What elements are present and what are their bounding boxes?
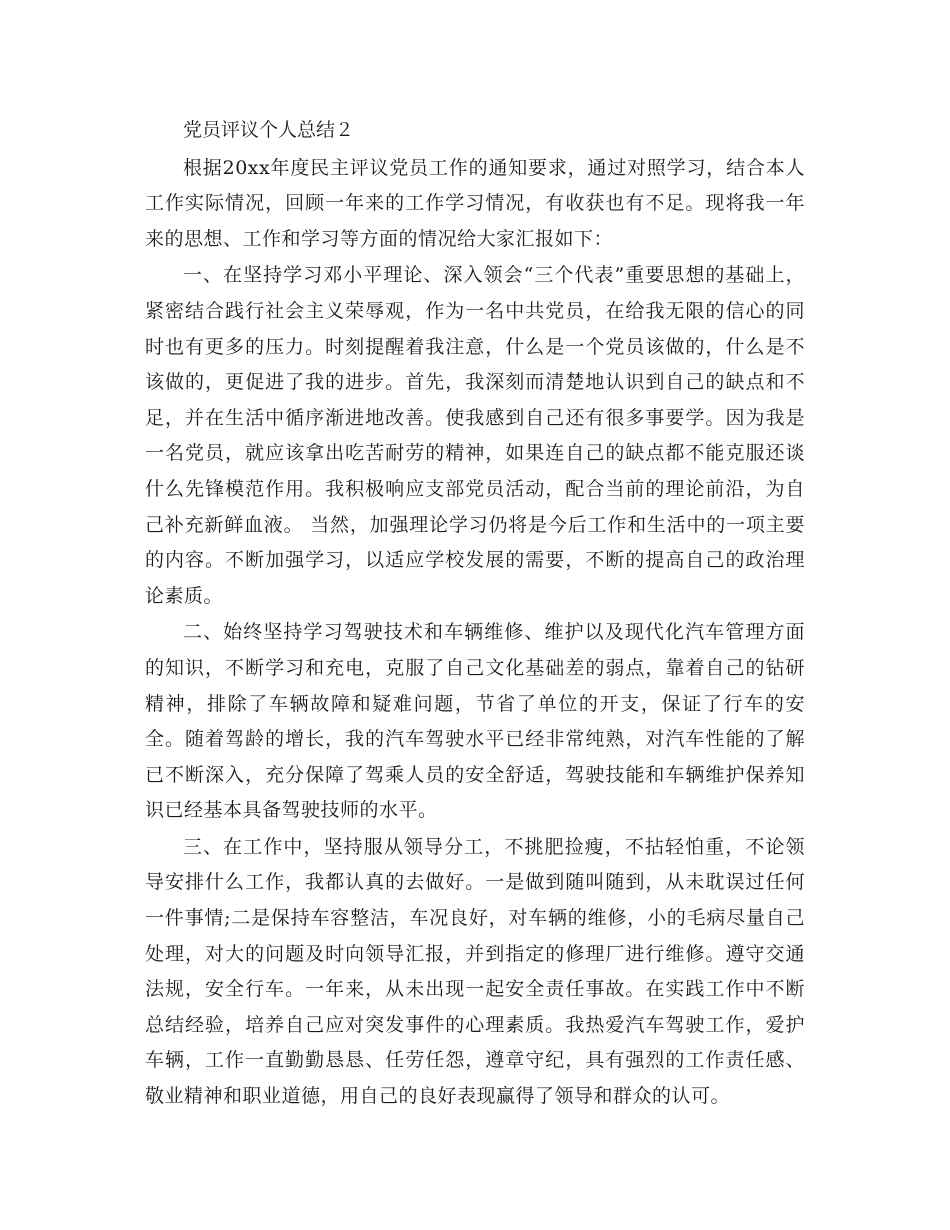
paragraph-intro: 根据20xx年度民主评议党员工作的通知要求，通过对照学习，结合本人工作实际情况，回顾一年来的工作学习情况，有收获也有不足。现将我一年来的思想、工作和学习等方面的情况给大家汇报如下： (145, 156, 805, 250)
paragraph-section-1: 一、在坚持学习邓小平理论、深入领会“三个代表”重要思想的基础上，紧密结合践行社会主义荣辱观，作为一名中共党员，在给我无限的信心的同时也有更多的压力。时刻提醒着我注意，什么是一个党员该做的，什么是不该做的，更促进了我的进步。首先，我深刻而清楚地认识到自己的缺点和不足，并在生活中循序渐进地改善。使我感到自己还有很多事要学。因为我是一名党员，就应该拿出吃苦耐劳的精神，如果连自己的缺点都不能克服还谈什么先锋模范作用。我积极响应支部党员活动，配合当前的理论前沿，为自己补充新鲜血液。 当然，加强理论学习仍将是今后工作和生活中的一项主要的内容。不断加强学习，以适应学校发展的需要，不断的提高自己的政治理论素质。 (145, 264, 805, 607)
paragraph-section-2: 二、始终坚持学习驾驶技术和车辆维修、维护以及现代化汽车管理方面的知识，不断学习和充电，克服了自己文化基础差的弱点，靠着自己的钻研精神，排除了车辆故障和疑难问题，节省了单位的开支，保证了行车的安全。随着驾龄的增长，我的汽车驾驶水平已经非常纯熟，对汽车性能的了解已不断深入，充分保障了驾乘人员的安全舒适，驾驶技能和车辆维护保养知识已经基本具备驾驶技师的水平。 (145, 621, 805, 822)
paragraph-section-3: 三、在工作中，坚持服从领导分工，不挑肥捡瘦，不拈轻怕重，不论领导安排什么工作，我都认真的去做好。一是做到随叫随到，从未耽误过任何一件事情;二是保持车容整洁，车况良好，对车辆的维修，小的毛病尽量自己处理，对大的问题及时向领导汇报，并到指定的修理厂进行维修。遵守交通法规，安全行车。一年来，从未出现一起安全责任事故。在实践工作中不断总结经验，培养自己应对突发事件的心理素质。我热爱汽车驾驶工作，爱护车辆，工作一直勤勤恳恳、任劳任怨，遵章守纪，具有强烈的工作责任感、敬业精神和职业道德，用自己的良好表现赢得了领导和群众的认可。 (145, 835, 805, 1108)
document-title: 党员评议个人总结２ (183, 119, 355, 141)
document-body (145, 113, 805, 1116)
